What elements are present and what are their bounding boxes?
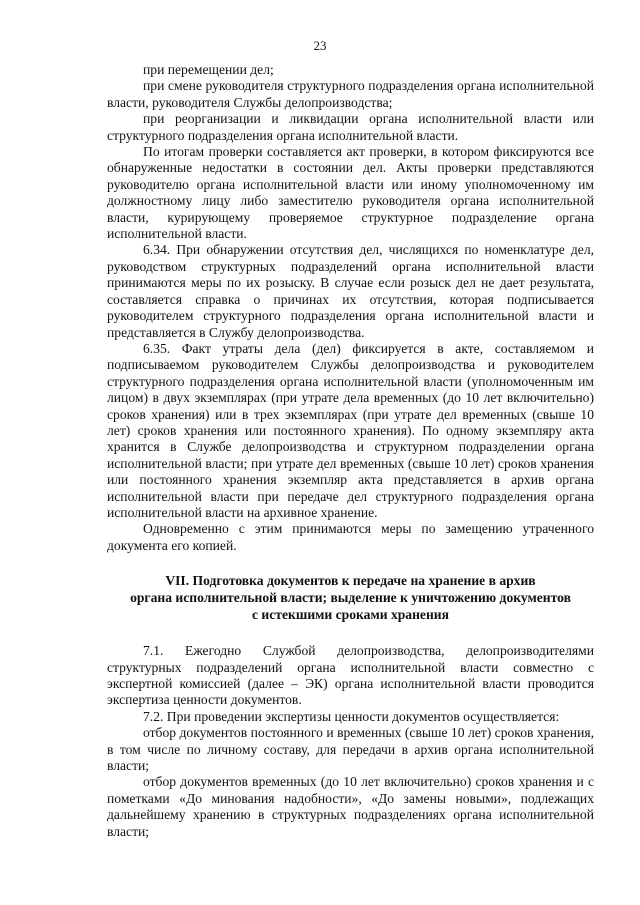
section-heading-line: органа исполнительной власти; выделение к уничтожению документов — [130, 590, 571, 606]
section-heading — [107, 572, 594, 623]
paragraph: отбор документов постоянного и временных (свыше 10 лет) сроков хранения, в том числе по личному составу, для передачи в архив органа исполнительной власти; — [107, 725, 594, 774]
section-heading-line: с истекшими сроками хранения — [252, 607, 449, 623]
paragraph: при перемещении дел; — [143, 62, 274, 77]
paragraph: 7.1. Ежегодно Службой делопроизводства, делопроизводителями структурных подразделений органа исполнительной власти совместно с экспертной комиссией (далее – ЭК) органа исполнительной власти проводится экспертиза ценности документов. — [107, 643, 594, 708]
paragraph: 6.35. Факт утраты дела (дел) фиксируется в акте, составляемом и подписываемом руководителем Службы делопроизводства и руководителем структурного подразделения органа исполнительной власти (уполномоченным им лицом) в двух экземплярах (при утрате дела временных (до 10 лет включительно) сроков хранения) или в трех экземплярах (при утрате дел временных (свыше 10 лет) сроков хранения или постоянного хранения). По одному экземпляру акта хранится в Службе делопроизводства и структурном подразделении органа исполнительной власти; при утрате дел временных (свыше 10 лет) сроков хранения или постоянного хранения экземпляр акта представляется в архив органа исполнительной власти при передаче дел структурного подразделения органа исполнительной власти на архивное хранение. — [107, 340, 594, 520]
paragraph: при смене руководителя структурного подразделения органа исполнительной власти, руководителя Службы делопроизводства; — [107, 78, 594, 110]
paragraph: при реорганизации и ликвидации органа исполнительной власти или структурного подразделения органа исполнительной власти. — [107, 111, 594, 143]
document-body — [107, 62, 594, 840]
section-heading-line: VII. Подготовка документов к передаче на хранение в архив — [165, 573, 536, 589]
paragraph: По итогам проверки составляется акт проверки, в котором фиксируются все обнаруженные недостатки в состоянии дел. Акты проверки представляются руководителю органа исполнительной власти или иному уполномоченному им должностному лицу либо заместителю руководителя органа исполнительной власти, курирующему проверяемое структурное подразделение органа исполнительной власти. — [107, 144, 594, 242]
paragraph: Одновременно с этим принимаются меры по замещению утраченного документа его копией. — [107, 521, 594, 553]
paragraph: отбор документов временных (до 10 лет включительно) сроков хранения и с пометками «До минования надобности», «До замены новыми», подлежащих дальнейшему хранению в структурных подразделениях органа исполнительной власти; — [107, 774, 594, 839]
paragraph: 6.34. При обнаружении отсутствия дел, числящихся по номенклатуре дел, руководством структурных подразделений органа исполнительной власти принимаются меры по их розыску. В случае если розыск дел не дает результата, составляется справка о причинах их отсутствия, которая подписывается руководителем структурного подразделения органа исполнительной власти и представляется в Службу делопроизводства. — [107, 242, 594, 340]
page-number: 23 — [313, 38, 327, 53]
paragraph: 7.2. При проведении экспертизы ценности документов осуществляется: — [143, 708, 560, 724]
